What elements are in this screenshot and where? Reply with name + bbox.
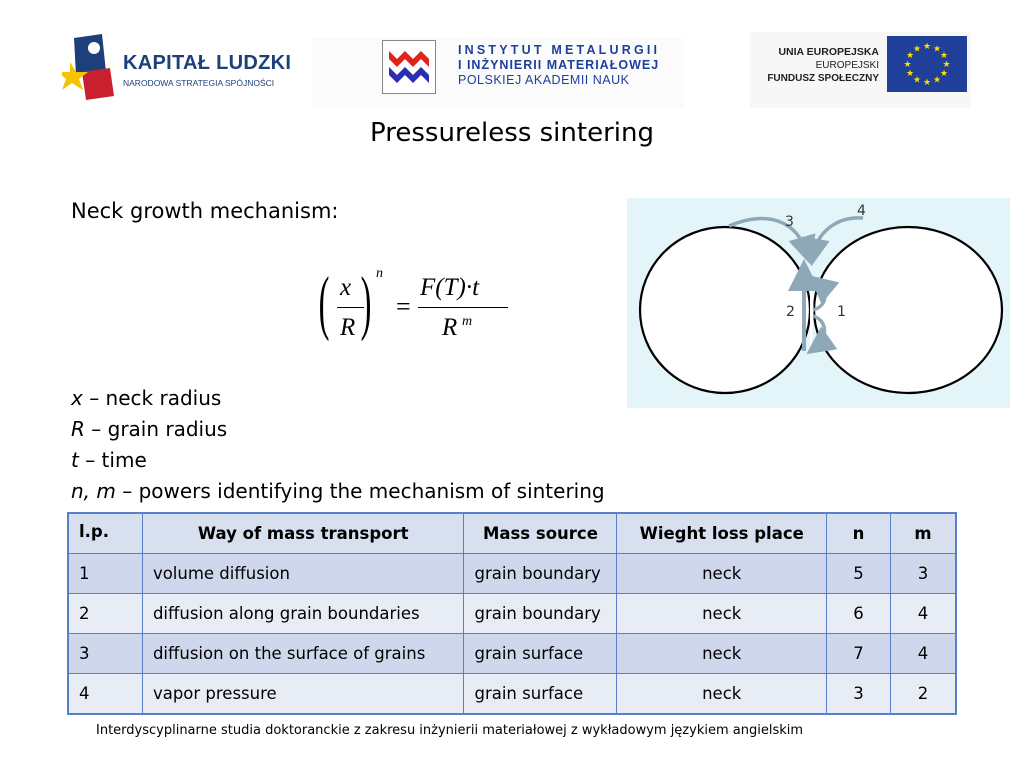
institute-emblem [382,40,436,94]
eu-flag-icon [887,36,967,92]
svg-text:★: ★ [903,60,912,70]
cell-way: volume diffusion [142,554,464,594]
cell-loss-place: neck [617,634,827,674]
institute-logo [312,38,684,108]
formula-rhs-numerator: F(T)·t [420,274,480,301]
diagram-label-1: 1 [837,304,846,320]
svg-text:★: ★ [932,44,942,55]
eu-line-2: EUROPEJSKI [815,60,879,71]
definition-symbol: R [71,417,85,441]
cell-loss-place: neck [617,674,827,714]
table-row [69,594,956,634]
two-grain-diagram [627,198,1010,408]
svg-text:★: ★ [932,75,942,86]
cell-m: 4 [891,594,956,634]
svg-text:★: ★ [912,75,922,86]
table-header-row [69,514,956,554]
cell-loss-place: neck [617,594,827,634]
cell-source: grain surface [464,634,617,674]
table-row [69,634,956,674]
definition-symbol: x [71,386,83,410]
diagram-label-2: 2 [786,304,795,320]
formula-lhs-denominator: R [340,314,356,341]
definition-t [71,445,605,476]
cell-lp: 2 [69,594,143,634]
cell-source: grain boundary [464,594,617,634]
cell-n: 5 [827,554,891,594]
cell-n: 7 [827,634,891,674]
kapital-ludzki-subtitle: NARODOWA STRATEGIA SPÓJNOŚCI [123,78,275,88]
svg-text:★: ★ [922,78,932,88]
svg-text:★: ★ [922,42,932,52]
formula-rhs-exponent: m [462,314,473,329]
cell-m: 3 [891,554,956,594]
cell-lp: 1 [69,554,143,594]
neck-overlap-fill [810,268,814,352]
kapital-ludzki-logo [62,32,297,104]
svg-text:★: ★ [905,51,915,61]
svg-text:★: ★ [939,51,949,61]
cell-n: 3 [827,674,891,714]
definition-x [71,383,605,414]
definition-text: – powers identifying the mechanism of sintering [115,479,605,503]
formula-left-paren: ( [318,262,330,342]
definition-symbol: n, m [71,479,116,503]
svg-text:★: ★ [939,69,949,79]
cell-source: grain surface [464,674,617,714]
sintering-formula [318,262,518,356]
col-header-loss-place: Wieght loss place [617,514,827,554]
cell-way: vapor pressure [142,674,464,714]
mass-transport-table [68,513,956,714]
cell-source: grain boundary [464,554,617,594]
neck-growth-heading: Neck growth mechanism: [71,199,339,223]
definition-n-m [71,476,605,507]
grain-left [640,227,810,393]
definition-text: – grain radius [84,417,228,441]
eu-logo [750,32,971,108]
svg-text:★: ★ [905,69,915,79]
kapital-ludzki-title: KAPITAŁ LUDZKI [123,52,292,74]
neck-growth-diagram [627,198,1010,408]
formula-rhs-denominator: R [442,314,458,341]
col-header-way: Way of mass transport [142,514,464,554]
cell-way: diffusion along grain boundaries [142,594,464,634]
diagram-label-4: 4 [857,203,866,219]
kapital-ludzki-emblem-icon [62,32,120,104]
eu-line-1: UNIA EUROPEJSKA [778,46,879,58]
col-header-n: n [827,514,891,554]
formula-lhs-numerator: x [340,274,352,301]
col-header-lp: l.p. [69,514,143,554]
definition-symbol: t [71,448,79,472]
cell-lp: 4 [69,674,143,714]
cell-lp: 3 [69,634,143,674]
institute-line-2: I INŻYNIERII MATERIAŁOWEJ [458,58,660,72]
definition-text: – time [78,448,147,472]
definition-text: – neck radius [82,386,222,410]
formula-equals: = [396,292,411,321]
institute-line-3: POLSKIEJ AKADEMII NAUK [458,73,630,87]
definition-r [71,414,605,445]
eu-line-3: FUNDUSZ SPOŁECZNY [767,73,879,84]
symbol-definitions [71,383,605,507]
institute-emblem-icon [383,41,435,93]
svg-text:★: ★ [912,44,922,55]
cell-m: 4 [891,634,956,674]
table-row [69,554,956,594]
formula-lhs-exponent: n [376,266,383,281]
institute-line-1: INSTYTUT METALURGII [458,43,661,57]
cell-m: 2 [891,674,956,714]
cell-n: 6 [827,594,891,634]
cell-loss-place: neck [617,554,827,594]
diagram-label-3: 3 [785,214,794,230]
col-header-source: Mass source [464,514,617,554]
table-row [69,674,956,714]
formula-rhs-fraction-bar [418,307,508,308]
formula-right-paren: ) [360,262,372,342]
cell-way: diffusion on the surface of grains [142,634,464,674]
svg-text:★: ★ [942,60,951,70]
col-header-m: m [891,514,956,554]
slide-footer: Interdyscyplinarne studia doktoranckie z zakresu inżynierii materiałowej z wykładowym językiem angielskim [96,723,804,738]
slide-title: Pressureless sintering [370,118,654,148]
